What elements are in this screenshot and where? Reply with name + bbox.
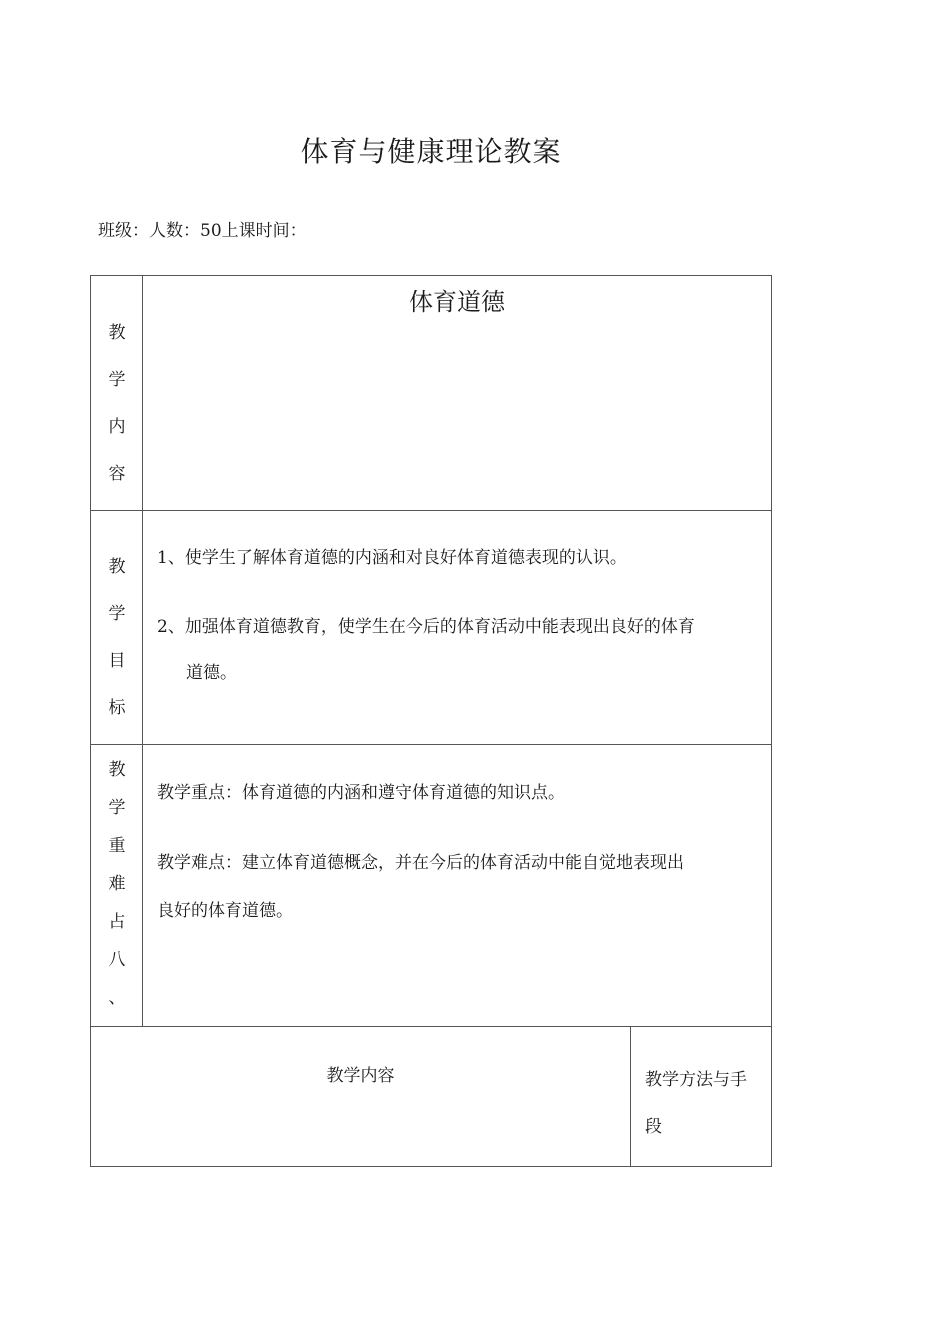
table-border-top — [90, 275, 772, 276]
objective-text: 加强体育道德教育，使学生在今后的体育活动中能表现出良好的体育 — [184, 617, 695, 637]
objective-item-1 — [157, 543, 627, 568]
label-char: 学 — [108, 798, 126, 818]
difficulty-text-line2: 良好的体育道德。 — [157, 901, 293, 921]
label-char: 学 — [108, 370, 126, 390]
row-divider — [90, 1026, 772, 1027]
objective-item-2 — [157, 612, 695, 637]
row-label-teaching-objectives — [91, 552, 143, 718]
label-char: 内 — [108, 417, 126, 437]
label-char: 八 — [108, 950, 126, 970]
label-char: 重 — [108, 836, 126, 856]
method-column-header-line1: 教学方法与手 — [645, 1070, 747, 1090]
method-column-header-line2: 段 — [645, 1117, 662, 1137]
label-char: 容 — [108, 464, 126, 484]
page-title: 体育与健康理论教案 — [300, 135, 562, 168]
objective-item-2-continued: 道德。 — [186, 663, 237, 683]
label-char: 标 — [108, 698, 126, 718]
objective-text: 使学生了解体育道德的内涵和对良好体育道德表现的认识。 — [184, 548, 627, 568]
table-border-bottom — [90, 1166, 772, 1167]
row-divider — [90, 744, 772, 745]
table-border-right — [771, 275, 772, 1167]
content-topic: 体育道德 — [409, 288, 505, 316]
label-char: 目 — [108, 651, 126, 671]
objective-number: 1、 — [157, 548, 185, 568]
label-char: 占 — [108, 912, 126, 932]
label-char: 教 — [108, 323, 126, 343]
label-char: 学 — [108, 604, 126, 624]
key-point-text: 教学重点：体育道德的内涵和遵守体育道德的知识点。 — [157, 783, 565, 803]
objective-number: 2、 — [157, 617, 185, 637]
row-label-key-difficult-points — [91, 755, 143, 1008]
label-char: 、 — [108, 988, 126, 1008]
label-char: 教 — [108, 557, 126, 577]
row-label-teaching-content — [91, 318, 143, 484]
content-column-header: 教学内容 — [326, 1066, 395, 1086]
label-char: 教 — [108, 760, 126, 780]
class-info-line: 班级：人数：50上课时间： — [98, 221, 307, 241]
method-column-divider — [630, 1026, 631, 1167]
label-char: 难 — [108, 874, 126, 894]
row-divider — [90, 510, 772, 511]
difficulty-text-line1: 教学难点：建立体育道德概念，并在今后的体育活动中能自觉地表现出 — [157, 853, 684, 873]
